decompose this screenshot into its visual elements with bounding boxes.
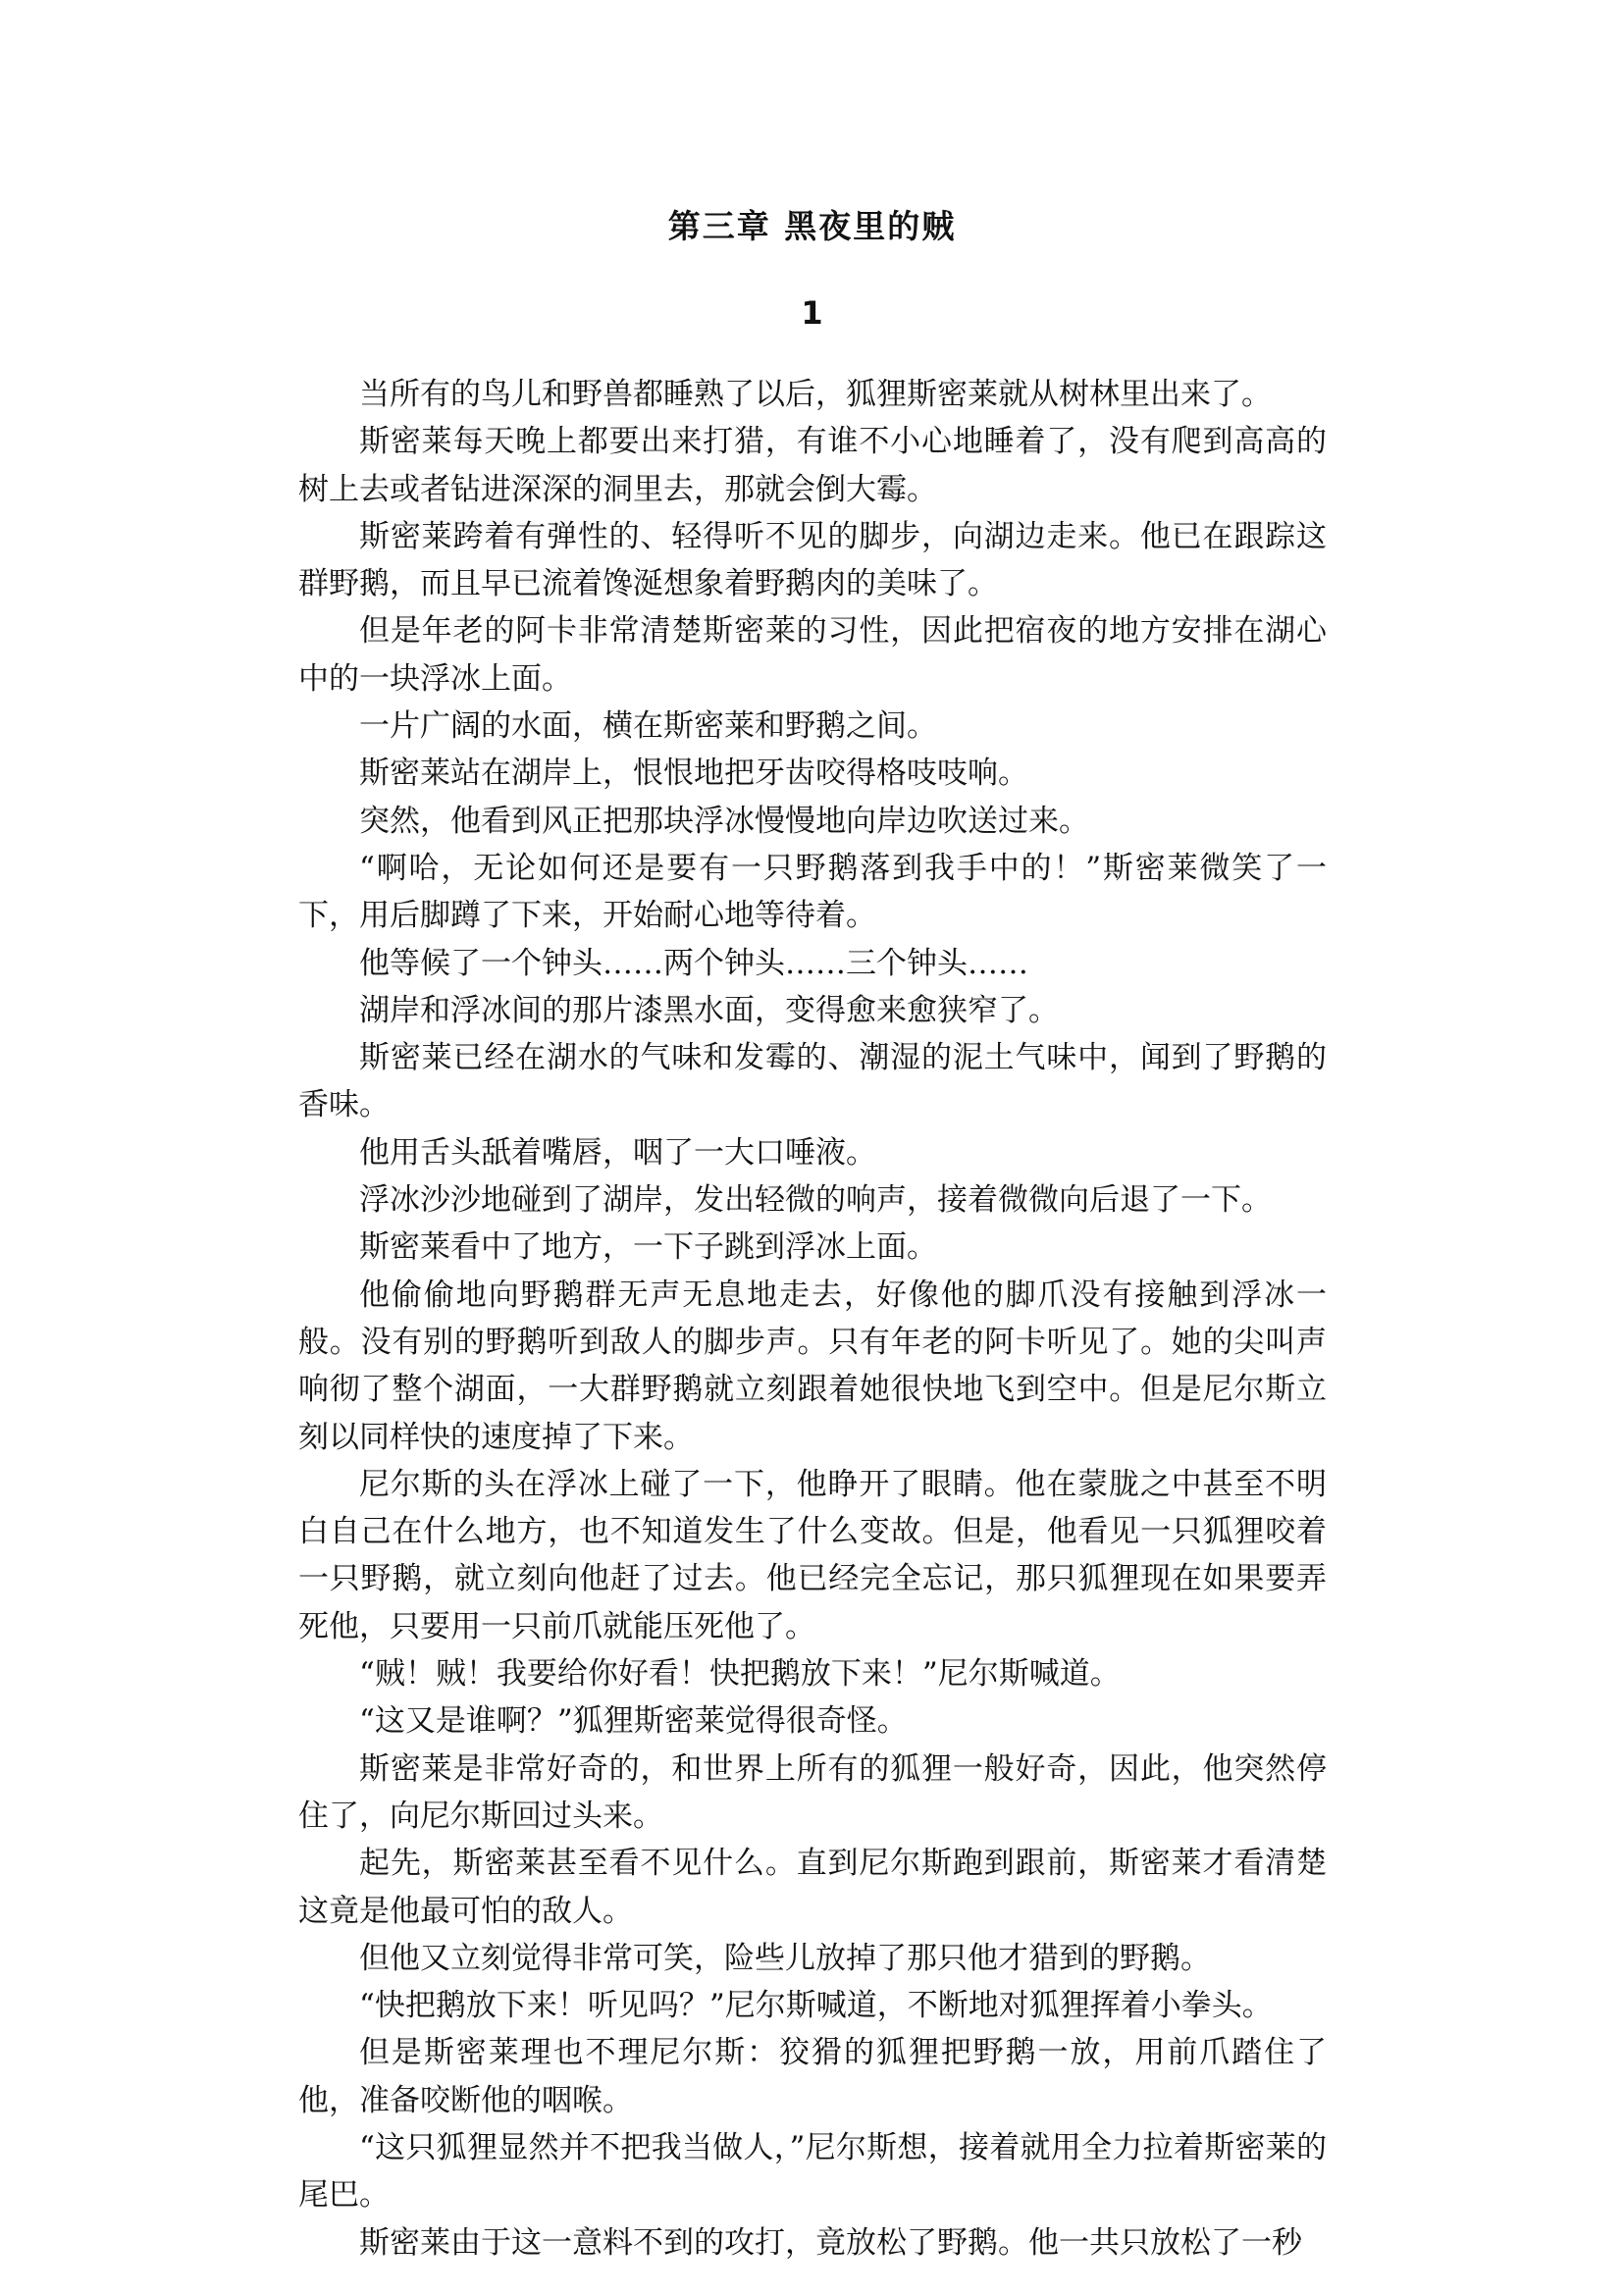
paragraph: 一片广阔的水面，横在斯密莱和野鹅之间。: [359, 708, 937, 745]
paragraph: 但是年老的阿卡非常清楚斯密莱的习性，因此把宿夜的地方安排在湖心中的一块浮冰上面。: [298, 613, 1327, 697]
paragraph: 斯密莱跨着有弹性的、轻得听不见的脚步，向湖边走来。他已在跟踪这群野鹅，而且早已流着馋涎想象着野鹅肉的美味了。: [298, 518, 1327, 602]
chapter-title: 第三章 黑夜里的贼: [667, 207, 957, 245]
paragraph: 斯密莱每天晚上都要出来打猎，有谁不小心地睡着了，没有爬到高高的树上去或者钻进深深的洞里去，那就会倒大霉。: [298, 424, 1327, 507]
paragraph: 斯密莱站在湖岸上，恨恨地把牙齿咬得格吱吱响。: [359, 756, 1028, 792]
paragraph: 斯密莱看中了地方，一下子跳到浮冰上面。: [359, 1229, 937, 1266]
paragraph: 但他又立刻觉得非常可笑，险些儿放掉了那只他才猎到的野鹅。: [359, 1940, 1211, 1976]
paragraph: “啊哈，无论如何还是要有一只野鹅落到我手中的！”斯密莱微笑了一下，用后脚蹲了下来，开始耐心地等待着。: [298, 850, 1327, 934]
paragraph: 起先，斯密莱甚至看不见什么。直到尼尔斯跑到跟前，斯密莱才看清楚这竟是他最可怕的敌人。: [298, 1846, 1327, 1929]
paragraph: 浮冰沙沙地碰到了湖岸，发出轻微的响声，接着微微向后退了一下。: [359, 1182, 1272, 1219]
paragraph: “这只狐狸显然并不把我当做人，”尼尔斯想，接着就用全力拉着斯密莱的尾巴。: [298, 2129, 1327, 2214]
paragraph: “贼！贼！我要给你好看！快把鹅放下来！”尼尔斯喊道。: [359, 1656, 1121, 1693]
paragraph: 他用舌头舐着嘴唇，咽了一大口唾液。: [359, 1134, 876, 1171]
paragraph: 斯密莱由于这一意料不到的攻打，竟放松了野鹅。他一共只放松了一秒: [359, 2224, 1302, 2261]
body-text: [298, 371, 1327, 2267]
paragraph: “快把鹅放下来！听见吗？”尼尔斯喊道，不断地对狐狸挥着小拳头。: [359, 1988, 1273, 2024]
paragraph: 湖岸和浮冰间的那片漆黑水面，变得愈来愈狭窄了。: [359, 992, 1059, 1028]
paragraph: 斯密莱已经在湖水的气味和发霉的、潮湿的泥土气味中，闻到了野鹅的香味。: [298, 1040, 1327, 1123]
paragraph: 他偷偷地向野鹅群无声无息地走去，好像他的脚爪没有接触到浮冰一般。没有别的野鹅听到敌人的脚步声。只有年老的阿卡听见了。她的尖叫声响彻了整个湖面，一大群野鹅就立刻跟着她很快地飞到空中。但是尼尔斯立刻以同样快的速度掉了下来。: [298, 1277, 1327, 1455]
paragraph: 尼尔斯的头在浮冰上碰了一下，他睁开了眼睛。他在蒙胧之中甚至不明白自己在什么地方，也不知道发生了什么变故。但是，他看见一只狐狸咬着一只野鹅，就立刻向他赶了过去。他已经完全忘记，那只狐狸现在如果要弄死他，只要用一只前爪就能压死他了。: [298, 1466, 1327, 1644]
paragraph: 斯密莱是非常好奇的，和世界上所有的狐狸一般好奇，因此，他突然停住了，向尼尔斯回过头来。: [298, 1750, 1327, 1834]
paragraph: 当所有的鸟儿和野兽都睡熟了以后，狐狸斯密莱就从树林里出来了。: [359, 377, 1272, 412]
section-number: 1: [801, 294, 823, 332]
paragraph: 但是斯密莱理也不理尼尔斯：狡猾的狐狸把野鹅一放，用前爪踏住了他，准备咬断他的咽喉。: [298, 2035, 1327, 2118]
paragraph: “这又是谁啊？”狐狸斯密莱觉得很奇怪。: [359, 1703, 908, 1740]
paragraph: 突然，他看到风正把那块浮冰慢慢地向岸边吹送过来。: [359, 803, 1089, 839]
paragraph: 他等候了一个钟头……两个钟头……三个钟头……: [359, 945, 1028, 981]
